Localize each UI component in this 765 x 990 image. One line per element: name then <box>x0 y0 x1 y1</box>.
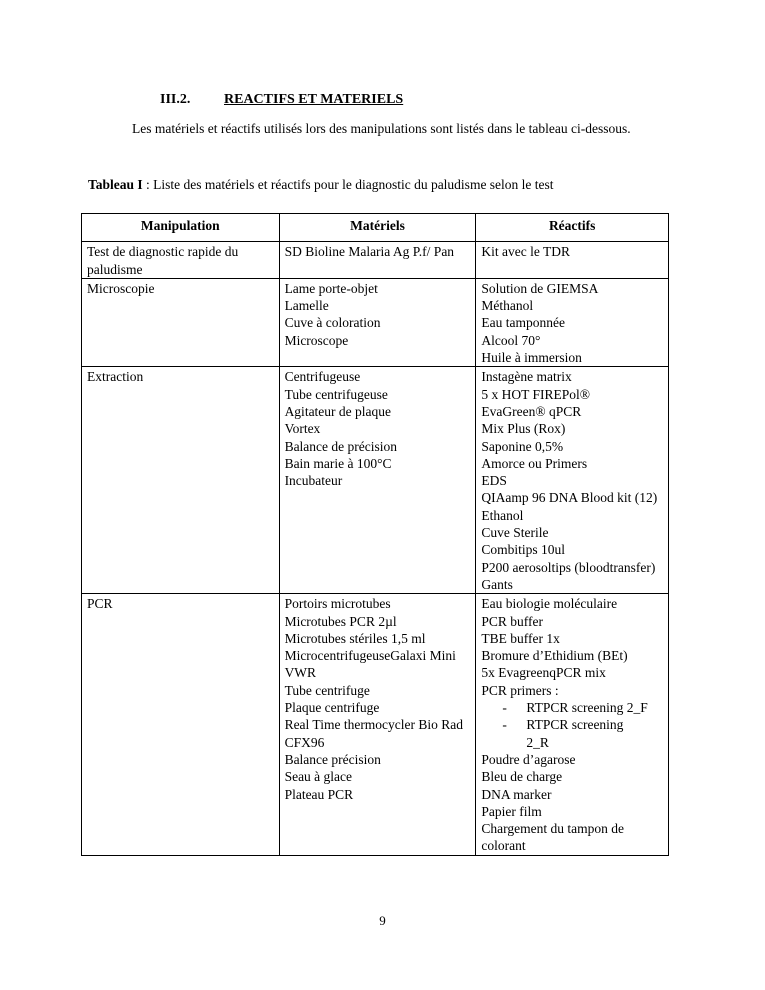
reactif-item: Cuve Sterile <box>481 525 549 541</box>
reactif-item: Instagène matrix <box>481 369 572 385</box>
reactif-item: EDS <box>481 473 507 489</box>
reactif-item: Eau biologie moléculaire <box>481 596 618 612</box>
reactif-item: Ethanol <box>481 507 524 523</box>
cell-materiels <box>279 278 476 366</box>
primer-text: RTPCR screening <box>526 717 624 733</box>
reactif-item: P200 aerosoltips (bloodtransfer) <box>481 559 656 575</box>
materiel-item: Microtubes stériles 1,5 ml <box>284 630 426 646</box>
reactif-item: Kit avec le TDR <box>481 244 570 260</box>
reactif-item: QIAamp 96 DNA Blood kit (12) <box>481 490 658 506</box>
page-number: 9 <box>379 913 386 928</box>
intro-paragraph: Les matériels et réactifs utilisés lors des manipulations sont listés dans le tableau ci-dessous. <box>132 121 631 136</box>
materiel-item: Centrifugeuse <box>284 369 361 385</box>
materiel-item: Seau à glace <box>284 769 353 785</box>
materiel-item: Incubateur <box>284 473 343 489</box>
materiel-item: MicrocentrifugeuseGalaxi Mini VWR <box>284 648 456 681</box>
primer-text: RTPCR screening 2_F <box>526 700 648 716</box>
materiel-item: Agitateur de plaque <box>284 403 392 419</box>
reactif-item: Huile à immersion <box>481 350 582 366</box>
table-row <box>82 242 669 279</box>
header-materiels: Matériels <box>279 214 476 242</box>
materiel-item: Balance de précision <box>284 438 398 454</box>
materiel-item: Real Time thermocycler Bio Rad CFX96 <box>284 717 464 750</box>
section-title: REACTIFS ET MATERIELS <box>224 92 404 107</box>
materiel-item: SD Bioline Malaria Ag P.f/ Pan <box>284 244 455 260</box>
reactif-item: 5x EvagreenqPCR mix <box>481 665 606 681</box>
table-row <box>82 594 669 855</box>
cell-manipulation: Microscopie <box>82 278 280 366</box>
section-heading <box>160 92 403 108</box>
reactif-item: Combitips 10ul <box>481 542 566 558</box>
cell-materiels <box>279 242 476 279</box>
primer-item <box>481 699 663 716</box>
reactif-item: Solution de GIEMSA <box>481 280 599 296</box>
materiel-item: Lamelle <box>284 298 329 314</box>
reactif-item: PCR buffer <box>481 613 544 629</box>
reactif-item: Méthanol <box>481 298 534 314</box>
table-row <box>82 278 669 366</box>
cell-reactifs <box>476 242 669 279</box>
caption-text: : Liste des matériels et réactifs pour le diagnostic du paludisme selon le test <box>142 177 554 192</box>
materiel-item: Balance précision <box>284 751 381 767</box>
reactif-item: DNA marker <box>481 786 552 802</box>
materiel-item: Microscope <box>284 332 349 348</box>
table-row <box>82 367 669 594</box>
cell-manipulation: Test de diagnostic rapide du paludisme <box>82 242 280 279</box>
materiel-item: Tube centrifuge <box>284 682 370 698</box>
materiel-item: Lame porte-objet <box>284 280 378 296</box>
reactif-item: Saponine 0,5% <box>481 438 564 454</box>
cell-reactifs <box>476 278 669 366</box>
cell-materiels <box>279 594 476 855</box>
section-number: III.2. <box>160 92 191 107</box>
bullet-dash: - <box>502 717 507 733</box>
materiel-item: Microtubes PCR 2µl <box>284 613 397 629</box>
bullet-dash: - <box>502 700 507 716</box>
materiel-item: Plateau PCR <box>284 786 354 802</box>
reactif-item: Chargement du tampon de colorant <box>481 821 624 854</box>
reactif-item: Poudre d’agarose <box>481 751 576 767</box>
caption-label: Tableau I <box>88 177 143 192</box>
header-reactifs: Réactifs <box>476 214 669 242</box>
cell-reactifs <box>476 594 669 855</box>
primer-item <box>481 716 663 751</box>
table-body <box>82 242 669 855</box>
reactif-item: 5 x HOT FIREPol® <box>481 386 591 402</box>
header-manipulation: Manipulation <box>82 214 280 242</box>
materiel-item: Cuve à coloration <box>284 315 381 331</box>
materials-table <box>81 213 669 856</box>
reactif-item: PCR primers : <box>481 682 559 698</box>
materiel-item: Vortex <box>284 421 321 437</box>
reactif-item: Alcool 70° <box>481 332 541 348</box>
reactif-item: Mix Plus (Rox) <box>481 421 566 437</box>
materiel-item: Bain marie à 100°C <box>284 455 392 471</box>
materiel-item: Plaque centrifuge <box>284 700 380 716</box>
materiel-item: Tube centrifugeuse <box>284 386 388 402</box>
reactif-item: Bromure d’Ethidium (BEt) <box>481 648 628 664</box>
cell-reactifs <box>476 367 669 594</box>
cell-manipulation: PCR <box>82 594 280 855</box>
reactif-item: Papier film <box>481 803 542 819</box>
table-header-row <box>82 214 669 242</box>
reactif-item: Eau tamponnée <box>481 315 565 331</box>
table-caption <box>88 177 554 193</box>
reactif-item: Amorce ou Primers <box>481 455 588 471</box>
materiel-item: Portoirs microtubes <box>284 596 391 612</box>
reactif-item: TBE buffer 1x <box>481 630 560 646</box>
reactif-item: Gants <box>481 576 513 592</box>
reactif-item: Bleu de charge <box>481 769 563 785</box>
primer-text-continued: 2_R <box>526 734 549 750</box>
cell-materiels <box>279 367 476 594</box>
reactif-item: EvaGreen® qPCR <box>481 403 582 419</box>
cell-manipulation: Extraction <box>82 367 280 594</box>
